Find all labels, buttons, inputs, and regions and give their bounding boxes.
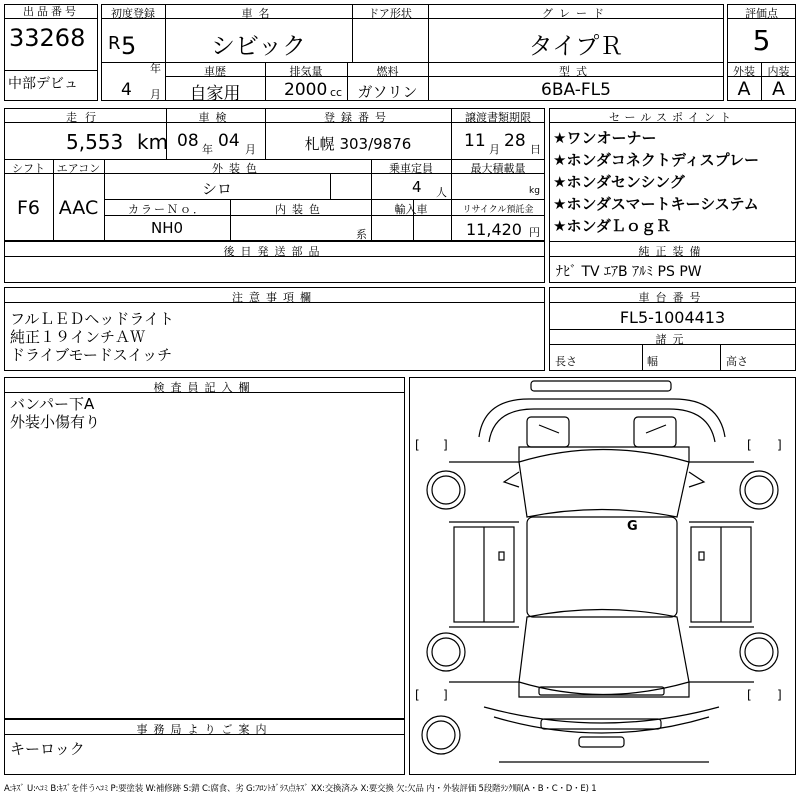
aircon-value: AAC <box>58 197 99 219</box>
door-label: ドア形状 <box>368 7 412 20</box>
model-label: 型式 <box>559 65 593 78</box>
history-label: 車歴 <box>204 65 226 78</box>
dims-length: 長さ <box>555 355 577 368</box>
fuel-value: ガソリン <box>357 83 418 101</box>
interior-score: A <box>772 78 785 100</box>
capacity-label: 乗車定員 <box>389 162 433 175</box>
ext-color-value: シロ <box>201 180 232 198</box>
recycle-value: 11,420 <box>466 220 522 239</box>
score-value: 5 <box>752 24 771 57</box>
note-line: 純正１９インチＡＷ <box>10 328 146 346</box>
svg-text:[: [ <box>747 438 752 452</box>
recycle-label: リサイクル預託金 <box>462 205 534 215</box>
int-color-label: 内装色 <box>275 203 326 216</box>
shift-value: F6 <box>16 197 41 219</box>
venue: 中部デビュ <box>8 76 78 92</box>
office-label: 事務局よりご案内 <box>136 723 273 736</box>
svg-text:[: [ <box>415 688 420 702</box>
diagram-mark-g: G <box>627 519 638 534</box>
fuel-label: 燃料 <box>376 65 399 78</box>
dims-height: 高さ <box>726 355 748 368</box>
inspector-lines <box>10 395 100 431</box>
legend: A:ｷｽﾞ U:ﾍｺﾐ B:ｷｽﾞを伴うﾍｺﾐ P:要塗装 W:補修跡 S:錆 C:腐食、劣 G:ﾌﾛﾝﾄｶﾞﾗｽ点ｷｽﾞ XX:交換済み X:要交換 欠:欠品 内・外装評価 5段階ﾗﾝｸ順(A・B・C・D・E) 1 <box>4 784 597 794</box>
capacity-unit: 人 <box>436 186 447 199</box>
plate-value: 札幌 303/9876 <box>304 135 412 153</box>
exterior-label: 外装 <box>733 65 755 78</box>
int-color-unit: 系 <box>356 228 367 241</box>
lot-label: 出品番号 <box>5 5 97 19</box>
transfer-month-unit: 月 <box>489 143 500 156</box>
inspector-line: バンパー下A <box>10 395 95 413</box>
first-reg-label: 初度登録 <box>111 7 155 20</box>
svg-text:]: ] <box>443 438 448 452</box>
dims-width: 幅 <box>647 355 658 368</box>
transfer-label: 譲渡書類期限 <box>465 111 531 124</box>
dims-label: 諸元 <box>655 333 690 346</box>
car-name-label: 車名 <box>241 7 276 20</box>
max-load-label: 最大積載量 <box>470 162 526 175</box>
sales-points-list <box>553 127 759 237</box>
sales-point-item: ★ホンダＬｏｇＲ <box>553 217 671 235</box>
first-reg-month: 4 <box>121 80 132 100</box>
color-no-label: カラーＮｏ． <box>128 203 206 216</box>
equipment-label: 純正装備 <box>638 245 707 258</box>
import-label: 輸入車 <box>394 203 428 216</box>
model-value: 6BA-FL5 <box>541 80 611 100</box>
ext-color-label: 外装色 <box>212 162 263 175</box>
sales-point-item: ★ホンダコネクトディスプレー <box>553 151 760 169</box>
svg-text:[: [ <box>415 438 420 452</box>
svg-text:[: [ <box>747 688 752 702</box>
notes-lines <box>10 310 174 364</box>
chassis-label: 車台番号 <box>638 291 707 304</box>
mileage-value: 5,553 <box>66 130 124 154</box>
mileage-label: 走行 <box>66 111 104 124</box>
notes-label: 注意事項欄 <box>232 291 317 304</box>
first-reg-era: R <box>108 33 121 54</box>
later-parts-label: 後日発送部品 <box>223 245 326 258</box>
office-value: キーロック <box>10 740 85 758</box>
transfer-day-unit: 日 <box>530 143 541 156</box>
score-label: 評価点 <box>745 7 778 20</box>
equipment-value: ﾅﾋﾞ TV ｴｱB ｱﾙﾐ PS PW <box>556 264 702 280</box>
first-reg-year-unit: 年 <box>150 62 161 75</box>
sales-points-label: セールスポイント <box>608 111 736 124</box>
svg-text:]: ] <box>777 438 782 452</box>
car-name: シビック <box>210 32 307 60</box>
sales-point-item: ★ホンダスマートキーシステム <box>553 195 759 213</box>
interior-label: 内装 <box>767 65 790 78</box>
displacement-value: 2000 <box>284 80 328 100</box>
transfer-day: 28 <box>504 131 526 151</box>
transfer-month: 11 <box>464 131 486 151</box>
inspector-line: 外装小傷有り <box>10 413 101 431</box>
svg-text:]: ] <box>777 688 782 702</box>
svg-text:]: ] <box>443 688 448 702</box>
color-no-value: NH0 <box>150 219 184 237</box>
first-reg-month-unit: 月 <box>150 88 161 101</box>
lot-number: 33268 <box>9 24 86 52</box>
grade-label: グレード <box>542 7 610 20</box>
inspection-year-unit: 年 <box>202 143 213 156</box>
note-line: ドライブモードスイッチ <box>10 346 173 364</box>
plate-label: 登録番号 <box>324 111 392 124</box>
sales-point-item: ★ホンダセンシング <box>553 173 685 191</box>
recycle-unit: 円 <box>529 226 540 239</box>
first-reg-year: 5 <box>121 32 137 60</box>
inspection-year: 08 <box>177 131 199 151</box>
shift-label: シフト <box>12 162 45 175</box>
displacement-label: 排気量 <box>289 65 323 78</box>
inspection-month: 04 <box>218 131 240 151</box>
note-line: フルＬＥＤヘッドライト <box>10 310 174 328</box>
exterior-score: A <box>737 78 751 100</box>
inspection-month-unit: 月 <box>245 143 256 156</box>
grade-value: タイプＲ <box>528 32 624 60</box>
chassis-value: FL5-1004413 <box>619 308 726 327</box>
car-diagram <box>409 377 796 775</box>
aircon-label: エアコン <box>56 162 101 175</box>
mileage-unit: km <box>137 130 169 154</box>
sales-point-item: ★ワンオーナー <box>553 129 657 147</box>
history-value: 自家用 <box>189 84 241 104</box>
inspection-label: 車検 <box>198 111 233 124</box>
capacity-value: 4 <box>412 178 422 196</box>
max-load-unit: kg <box>529 186 540 196</box>
displacement-unit: cc <box>330 86 343 99</box>
inspector-label: 検査員記入欄 <box>153 381 256 394</box>
